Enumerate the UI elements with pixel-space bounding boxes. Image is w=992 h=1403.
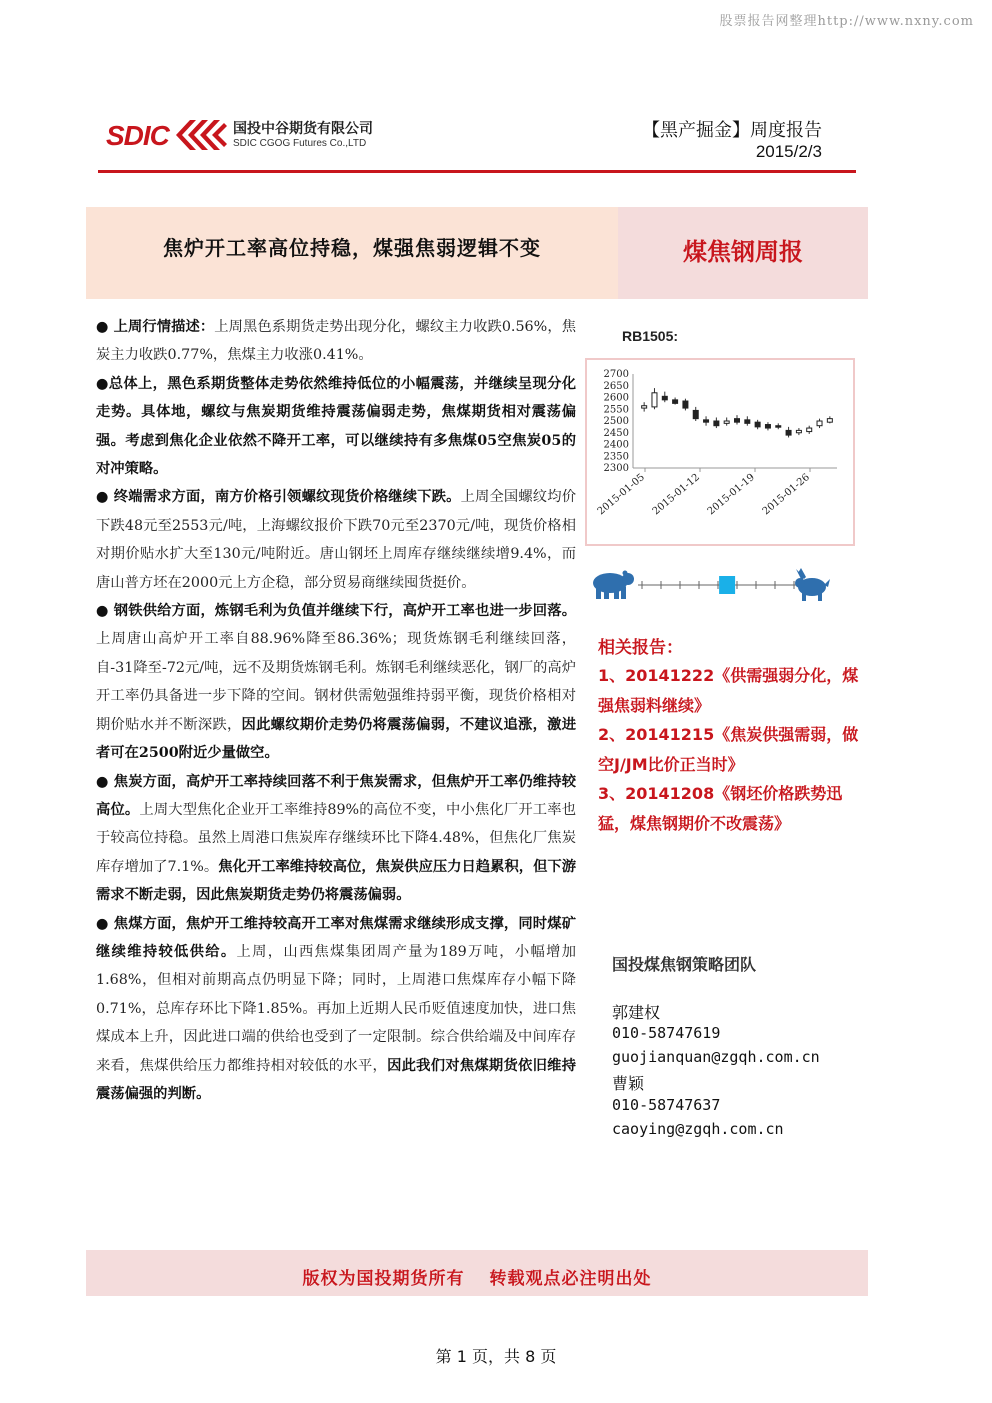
related-reports-list [598,661,868,838]
candle-body [735,419,740,423]
candle-body [807,428,812,432]
candle-body [755,422,760,427]
paragraph-lead: ● 钢铁供给方面，炼钢毛利为负值并继续下行，高炉开工率也进一步回落。 [96,603,576,620]
y-tick-label: 2600 [603,392,629,404]
logo-chevrons-icon [172,118,228,152]
paragraph-demand [96,483,576,597]
y-tick-label: 2500 [603,416,629,427]
y-tick-label: 2700 [603,369,629,380]
paragraph-lead: ● 上周行情描述： [96,319,215,335]
sdic-logo [106,118,226,152]
chart-frame [585,358,855,546]
analyst-name: 曹颖 [612,1074,645,1093]
copyright-notice: 版权为国投期货所有 转载观点必注明出处 [302,1269,652,1289]
candle-body [827,419,832,423]
paragraph-coke [96,768,576,910]
candle-body [673,400,678,404]
paragraph-conclusion: 焦化开工率维持较高位，焦炭供应压力日趋累积，但下游需求不断走弱，因此焦炭期货走势仍将震荡偏弱。 [96,858,577,904]
body-text [96,313,576,1108]
related-report-item[interactable]: 3、20141208《钢坯价格跌势迅猛，煤焦钢期价不改震荡》 [598,784,843,833]
report-date: 2015/2/3 [755,142,822,161]
bull-icon [795,568,830,601]
candle-body [765,425,770,429]
logo-text: SDIC [106,120,169,151]
paragraph-lead: ● 焦炭方面，高炉开工率持续回落不利于焦炭需求，但焦炉开工率仍维持较高位。 [96,773,576,818]
paragraph-conclusion: 因此螺纹期价走势仍将震荡偏弱，不建议追涨，激进者可在2500附近少量做空。 [96,716,576,762]
x-tick-label: 2015-01-12 [650,471,702,518]
candle-body [652,393,657,407]
candle-body [642,406,647,408]
report-type: 【黑产掘金】周度报告 [642,120,822,141]
paragraph-lead: ●总体上，黑色系期货整体走势依然维持低位的小幅震荡，并继续呈现分化走势。具体地，螺纹与焦炭期货维持震荡偏弱走势，焦煤期货相对震荡偏强。考虑到焦化企业依然不降开工率，可以继续持有多焦煤05空焦炭05的对冲策略。 [96,375,576,478]
paragraph-body: 上周唐山高炉开工率自88.96%降至86.36%；现货炼钢毛利继续回落，自-31降至-72元/吨，远不及期货炼钢毛利。炼钢毛利继续恶化，钢厂的高炉开工率仍具备进一步下降的空间。钢材供需勉强维持弱平衡，现货价格相对期价贴水并不断深跌， [96,631,576,733]
paragraph-coking-coal [96,910,576,1109]
paragraph-conclusion: 因此我们对焦煤期货依旧维持震荡偏强的判断。 [96,1057,576,1102]
report-title: 焦炉开工率高位持稳，煤强焦弱逻辑不变 [163,236,541,260]
candle-body [724,421,729,423]
related-report-item[interactable]: 1、20141222《供需强弱分化，煤强焦弱料继续》 [598,666,859,715]
chart-title: RB1505: [622,328,679,344]
paragraph-steel-supply [96,597,576,767]
paragraph-lead: ● 终端需求方面，南方价格引领螺纹现货价格继续下跌。 [96,489,461,506]
x-tick-label: 2015-01-19 [705,471,757,518]
paragraph-body: 上周大型焦化企业开工率维持89%的高位不变，中小焦化厂开工率也于较高位持稳。虽然上周港口焦炭库存继续环比下降4.48%，但焦化厂焦炭库存增加了7.1%。 [96,801,577,875]
y-tick-label: 2650 [603,380,629,392]
candle-body [817,421,822,426]
header-divider [98,170,856,173]
analyst-phone: 010-58747637 [612,1096,721,1114]
bear-icon [593,571,634,600]
analyst-email[interactable]: guojianquan@zgqh.com.cn [612,1048,820,1066]
page-number: 第 1 页，共 8 页 [435,1347,557,1366]
candle-body [683,401,688,408]
paragraph-lead: ● 焦煤方面，焦炉开工维持较高开工率对焦煤需求继续形成支撑，同时煤矿继续维持较低供给。 [96,915,576,960]
candle-body [662,396,667,400]
x-tick-label: 2015-01-26 [760,471,812,518]
analyst-phone: 010-58747619 [612,1024,721,1042]
candle-body [714,421,719,426]
candle-body [786,430,791,435]
candle-body [745,420,750,424]
y-tick-label: 2450 [603,427,629,439]
company-name-cn: 国投中谷期货有限公司 [233,121,373,137]
paragraph-body: 上周全国螺纹均价下跌48元至2553元/吨，上海螺纹报价下跌70元至2370元/吨，现货价格相对期价贴水扩大至130元/吨附近。唐山钢坯上周库存继续继续增9.4%，而唐山普方坯在2000元上方企稳，部分贸易商继续囤货挺价。 [96,489,577,591]
paragraph-market-summary [96,313,576,370]
candle-body [704,420,709,422]
y-tick-label: 2300 [603,463,629,474]
watermark-text: 股票报告网整理http://www.nxny.com [719,14,974,29]
paragraph-body: 上周，山西焦煤集团周产量为189万吨，小幅增加1.68%，但相对前期高点仍明显下降；同时，上周港口焦煤库存小幅下降0.71%，总库存环比下降1.85%。再加上近期人民币贬值速度加快，进口焦煤成本上升，因此进口端的供给也受到了一定限制。综合供给端及中间库存来看，焦煤供给压力都维持相对较低的水平， [96,943,576,1074]
y-tick-label: 2350 [603,451,629,463]
paragraph-overall [96,370,576,484]
x-tick-label: 2015-01-05 [595,471,647,518]
candle-body [796,430,801,432]
sentiment-indicator [590,565,830,605]
candle-body [693,410,698,418]
sentiment-slider [590,565,830,605]
series-title: 煤焦钢周报 [683,238,803,266]
related-reports-title: 相关报告： [598,638,683,658]
related-report-item[interactable]: 2、20141215《焦炭供强需弱，做空J/JM比价正当时》 [598,725,859,774]
y-tick-label: 2400 [603,439,629,451]
candlestick-chart [587,360,853,544]
analyst-email[interactable]: caoying@zgqh.com.cn [612,1120,784,1138]
slider-marker [719,576,735,594]
team-title: 国投煤焦钢策略团队 [612,955,757,974]
y-tick-label: 2550 [603,404,629,416]
analyst-name: 郭建权 [612,1003,661,1022]
paragraph-body: 上周黑色系期货走势出现分化，螺纹主力收跌0.56%，焦炭主力收跌0.77%，焦煤主力收涨0.41%。 [96,319,576,364]
candle-body [776,426,781,428]
company-name-en: SDIC CGOG Futures Co.,LTD [233,138,367,149]
